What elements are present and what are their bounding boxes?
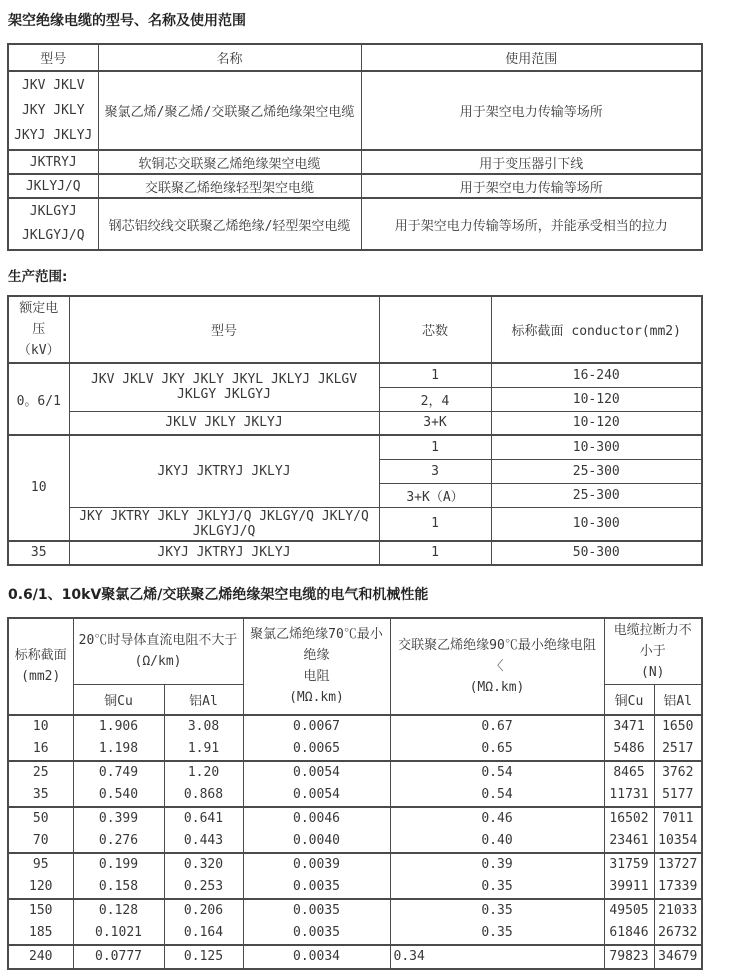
cell-pvc-ir: 0.0035 — [243, 876, 390, 899]
cell-voltage: 0。6/1 — [8, 363, 69, 435]
cell-nominal-section: 25 — [8, 761, 73, 784]
table-row — [8, 71, 702, 150]
cell-name: 交联聚乙烯绝缘轻型架空电缆 — [98, 174, 361, 198]
cell-models: JKLV JKLY JKLYJ — [69, 411, 379, 435]
column-header-usage: 使用范围 — [361, 44, 702, 71]
cell-dc-al: 0.164 — [164, 922, 243, 945]
cell-nominal-section: 150 — [8, 899, 73, 922]
column-header-xlpe-insulation — [390, 618, 604, 716]
cell-dc-al: 3.08 — [164, 715, 243, 738]
cell-pvc-ir: 0.0035 — [243, 899, 390, 922]
cell-nominal-section: 95 — [8, 853, 73, 876]
table-row — [8, 198, 702, 250]
cell-usage: 用于架空电力传输等场所 — [361, 71, 702, 150]
cell-nominal-section: 35 — [8, 784, 73, 807]
table-row — [8, 738, 702, 761]
cell-force-cu: 39911 — [604, 876, 654, 899]
header-line: (mm2) — [21, 669, 61, 685]
cell-models: JKY JKTRY JKLY JKLYJ/Q JKLGY/Q JKLY/Q JKLGYJ/Q — [69, 507, 379, 541]
table-row — [8, 541, 702, 565]
table-row — [8, 853, 702, 876]
row-group — [8, 853, 702, 899]
cell-force-al: 34679 — [654, 945, 702, 969]
cell-model — [8, 198, 98, 250]
cell-force-al: 13727 — [654, 853, 702, 876]
cell-pvc-ir: 0.0067 — [243, 715, 390, 738]
cell-cores: 1 — [379, 435, 491, 459]
cell-force-al: 26732 — [654, 922, 702, 945]
column-header-cores: 芯数 — [379, 296, 491, 363]
cell-force-al: 2517 — [654, 738, 702, 761]
cell-dc-cu: 1.198 — [73, 738, 164, 761]
cell-xlpe-ir: 0.35 — [390, 899, 604, 922]
cell-cores: 1 — [379, 541, 491, 565]
cell-dc-al: 1.20 — [164, 761, 243, 784]
cell-pvc-ir: 0.0046 — [243, 807, 390, 830]
cell-pvc-ir: 0.0035 — [243, 922, 390, 945]
table-production-range — [7, 295, 703, 566]
column-header-breaking-force — [604, 618, 702, 685]
cell-section: 10-300 — [491, 435, 702, 459]
cell-pvc-ir: 0.0034 — [243, 945, 390, 969]
table-row — [8, 761, 702, 784]
cell-dc-al: 0.868 — [164, 784, 243, 807]
cell-nominal-section: 70 — [8, 830, 73, 853]
column-header-section: 标称截面 conductor(mm2) — [491, 296, 702, 363]
cell-dc-cu: 0.399 — [73, 807, 164, 830]
header-line: （kV） — [17, 343, 60, 358]
table-row — [8, 876, 702, 899]
table-row — [8, 363, 702, 387]
cell-voltage: 10 — [8, 435, 69, 541]
header-line: 聚氯乙烯绝缘70℃最小绝缘 — [250, 627, 383, 664]
cell-force-al: 1650 — [654, 715, 702, 738]
cell-cores: 3+K（A） — [379, 483, 491, 507]
table-row — [8, 150, 702, 174]
cell-force-al: 17339 — [654, 876, 702, 899]
cell-dc-cu: 0.128 — [73, 899, 164, 922]
cell-force-al: 5177 — [654, 784, 702, 807]
cell-models: JKYJ JKTRYJ JKLYJ — [69, 541, 379, 565]
cell-pvc-ir: 0.0054 — [243, 761, 390, 784]
cell-name: 钢芯铝绞线交联聚乙烯绝缘/轻型架空电缆 — [98, 198, 361, 250]
header-line: 额定电压 — [19, 301, 59, 337]
header-line: 交联聚乙烯绝缘90℃最小绝缘电阻〈 — [398, 637, 596, 674]
cell-cores: 1 — [379, 363, 491, 387]
cell-xlpe-ir: 0.67 — [390, 715, 604, 738]
cell-xlpe-ir: 0.54 — [390, 784, 604, 807]
cell-pvc-ir: 0.0065 — [243, 738, 390, 761]
header-line: 20℃时导体直流电阻不大于 — [78, 633, 238, 648]
table-cable-types — [7, 43, 703, 251]
cell-section: 50-300 — [491, 541, 702, 565]
cell-models: JKYJ JKTRYJ JKLYJ — [69, 435, 379, 507]
cell-model: JKTRYJ — [8, 150, 98, 174]
cell-dc-cu: 1.906 — [73, 715, 164, 738]
cell-model — [8, 71, 98, 150]
cell-dc-cu: 0.158 — [73, 876, 164, 899]
header-line: (N) — [641, 664, 665, 680]
cell-force-cu: 61846 — [604, 922, 654, 945]
cell-force-al: 3762 — [654, 761, 702, 784]
model-line: JKLGYJ — [29, 204, 77, 219]
cell-pvc-ir: 0.0054 — [243, 784, 390, 807]
cell-nominal-section: 16 — [8, 738, 73, 761]
table-row — [8, 507, 702, 541]
column-header-nominal-section — [8, 618, 73, 716]
cell-force-cu: 16502 — [604, 807, 654, 830]
cell-xlpe-ir: 0.35 — [390, 922, 604, 945]
section-heading-production: 生产范围: — [8, 269, 68, 285]
cell-cores: 1 — [379, 507, 491, 541]
cell-section: 10-120 — [491, 387, 702, 411]
column-header-aluminium: 铝Al — [654, 684, 702, 715]
header-line: 电阻 — [303, 669, 330, 685]
cell-cores: 2，4 — [379, 387, 491, 411]
cell-dc-cu: 0.276 — [73, 830, 164, 853]
cell-section: 10-120 — [491, 411, 702, 435]
column-header-copper: 铜Cu — [73, 684, 164, 715]
column-header-name: 名称 — [98, 44, 361, 71]
cell-section: 16-240 — [491, 363, 702, 387]
cell-voltage: 35 — [8, 541, 69, 565]
cell-dc-al: 1.91 — [164, 738, 243, 761]
header-line: (MΩ.km) — [289, 690, 344, 706]
section-heading-performance: 0.6/1、10kV聚氯乙烯/交联聚乙烯绝缘架空电缆的电气和机械性能 — [8, 586, 429, 603]
cell-name: 软铜芯交联聚乙烯绝缘架空电缆 — [98, 150, 361, 174]
table-row — [8, 435, 702, 459]
table-row — [8, 174, 702, 198]
cell-pvc-ir: 0.0039 — [243, 853, 390, 876]
cell-force-al: 21033 — [654, 899, 702, 922]
cell-section: 25-300 — [491, 483, 702, 507]
row-group — [8, 899, 702, 945]
row-group — [8, 807, 702, 853]
cell-model: JKLYJ/Q — [8, 174, 98, 198]
header-line: (Ω/km) — [134, 654, 182, 669]
cell-force-al: 7011 — [654, 807, 702, 830]
table-row — [8, 807, 702, 830]
table-row — [8, 922, 702, 945]
cell-cores: 3+K — [379, 411, 491, 435]
column-header-voltage — [8, 296, 69, 363]
model-line: JKLGYJ/Q — [21, 228, 85, 243]
cell-usage: 用于架空电力传输等场所，并能承受相当的拉力 — [361, 198, 702, 250]
cell-nominal-section: 50 — [8, 807, 73, 830]
cell-force-cu: 11731 — [604, 784, 654, 807]
table-row — [8, 784, 702, 807]
header-line: 电缆拉断力不小于 — [613, 622, 692, 659]
cell-pvc-ir: 0.0040 — [243, 830, 390, 853]
model-line: JKY JKLY — [21, 103, 85, 118]
column-header-model: 型号 — [8, 44, 98, 71]
cell-dc-cu: 0.0777 — [73, 945, 164, 969]
model-line: JKV JKLV — [21, 78, 85, 93]
cell-dc-cu: 0.540 — [73, 784, 164, 807]
cell-section: 10-300 — [491, 507, 702, 541]
cell-xlpe-ir: 0.54 — [390, 761, 604, 784]
cell-dc-al: 0.443 — [164, 830, 243, 853]
column-header-aluminium: 铝Al — [164, 684, 243, 715]
cell-xlpe-ir: 0.39 — [390, 853, 604, 876]
cell-force-cu: 5486 — [604, 738, 654, 761]
cell-dc-al: 0.125 — [164, 945, 243, 969]
page-title: 架空绝缘电缆的型号、名称及使用范围 — [8, 13, 246, 29]
table-row — [8, 411, 702, 435]
cell-dc-cu: 0.749 — [73, 761, 164, 784]
cell-section: 25-300 — [491, 459, 702, 483]
cell-models: JKV JKLV JKY JKLY JKYL JKLYJ JKLGV JKLGY JKLGYJ — [69, 363, 379, 411]
cell-cores: 3 — [379, 459, 491, 483]
table-row — [8, 830, 702, 853]
row-group — [8, 715, 702, 761]
table-header-row — [8, 44, 702, 71]
cell-dc-al: 0.253 — [164, 876, 243, 899]
cell-dc-cu: 0.1021 — [73, 922, 164, 945]
cell-dc-cu: 0.199 — [73, 853, 164, 876]
table-row — [8, 945, 702, 969]
cell-dc-al: 0.320 — [164, 853, 243, 876]
cell-force-cu: 3471 — [604, 715, 654, 738]
cell-xlpe-ir: 0.65 — [390, 738, 604, 761]
table-header-row — [8, 296, 702, 363]
header-line: (MΩ.km) — [469, 679, 525, 695]
cell-force-cu: 49505 — [604, 899, 654, 922]
table-performance — [7, 617, 703, 971]
table-header-row — [8, 618, 702, 685]
cell-force-cu: 23461 — [604, 830, 654, 853]
cell-xlpe-ir: 0.35 — [390, 876, 604, 899]
cell-force-cu: 31759 — [604, 853, 654, 876]
cell-dc-al: 0.206 — [164, 899, 243, 922]
cell-xlpe-ir: 0.40 — [390, 830, 604, 853]
row-group — [8, 945, 702, 969]
header-line: 标称截面 — [14, 648, 67, 664]
table-row — [8, 899, 702, 922]
table-row — [8, 715, 702, 738]
column-header-dc-resistance — [73, 618, 243, 685]
row-group — [8, 761, 702, 807]
cell-nominal-section: 120 — [8, 876, 73, 899]
cell-nominal-section: 10 — [8, 715, 73, 738]
cell-nominal-section: 240 — [8, 945, 73, 969]
cell-force-cu: 79823 — [604, 945, 654, 969]
column-header-copper: 铜Cu — [604, 684, 654, 715]
column-header-pvc-insulation — [243, 618, 390, 716]
cell-xlpe-ir: 0.34 — [390, 945, 604, 969]
cell-usage: 用于变压器引下线 — [361, 150, 702, 174]
cell-dc-al: 0.641 — [164, 807, 243, 830]
model-line: JKYJ JKLYJ — [14, 128, 93, 143]
cell-xlpe-ir: 0.46 — [390, 807, 604, 830]
cell-force-cu: 8465 — [604, 761, 654, 784]
cell-name: 聚氯乙烯/聚乙烯/交联聚乙烯绝缘架空电缆 — [98, 71, 361, 150]
cell-force-al: 10354 — [654, 830, 702, 853]
cell-nominal-section: 185 — [8, 922, 73, 945]
column-header-model: 型号 — [69, 296, 379, 363]
cell-usage: 用于架空电力传输等场所 — [361, 174, 702, 198]
